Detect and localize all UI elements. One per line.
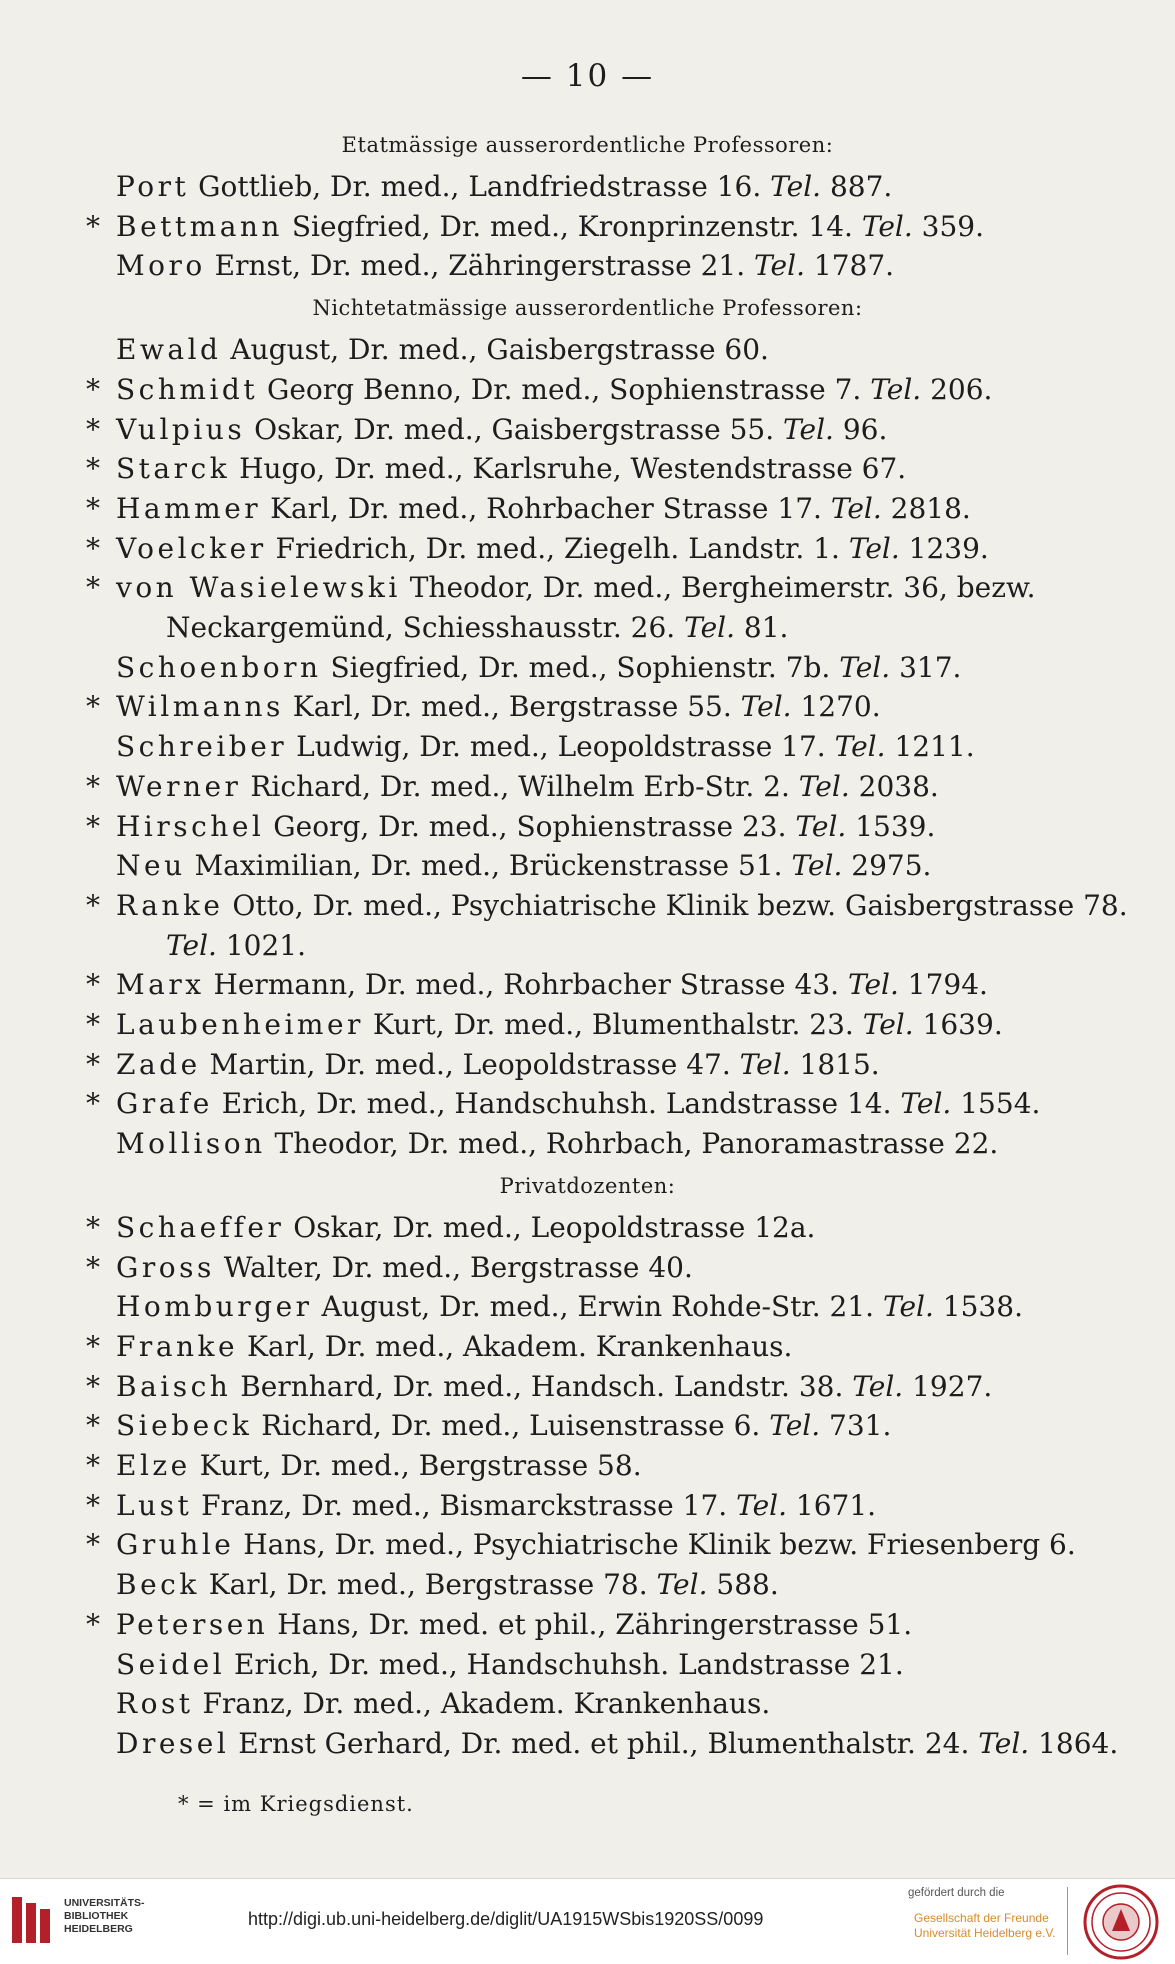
- tel-number: 1021.: [216, 928, 306, 962]
- tel-label: Tel.: [862, 1008, 914, 1041]
- entry-details: Kurt, Dr. med., Bergstrasse 58.: [190, 1449, 642, 1482]
- entry-details: Theodor, Dr. med., Rohrbach, Panoramastrasse 22.: [265, 1127, 999, 1161]
- sponsor-name-line: Universität Heidelberg e.V.: [914, 1926, 1056, 1940]
- tel-number: 206.: [921, 372, 993, 406]
- entry-details: Walter, Dr. med., Bergstrasse 40.: [214, 1250, 693, 1284]
- directory-entry: [86, 1045, 1096, 1084]
- directory-entry: [86, 1248, 1096, 1287]
- person-surname: Grafe: [116, 1087, 213, 1121]
- war-service-marker: *: [86, 1409, 100, 1443]
- library-name-line: UNIVERSITÄTS-: [64, 1897, 145, 1909]
- directory-entry: [86, 330, 1096, 369]
- person-surname: Wilmanns: [116, 690, 284, 724]
- directory-entry: [86, 246, 1096, 285]
- entry-details: Erich, Dr. med., Handschuhsh. Landstrasse 14.: [212, 1087, 901, 1121]
- entry-details: Hans, Dr. med. et phil., Zähringerstrasse 51.: [268, 1607, 913, 1641]
- directory-entry: [86, 648, 1096, 687]
- war-service-marker: *: [86, 1087, 100, 1121]
- tel-label: Tel.: [978, 1726, 1030, 1760]
- person-surname: Lust: [116, 1488, 193, 1522]
- war-service-marker: *: [86, 1047, 100, 1081]
- entry-details: Friedrich, Dr. med., Ziegelh. Landstr. 1.: [266, 531, 849, 565]
- entry-details: Neckargemünd, Schiesshausstr. 26.: [166, 611, 685, 644]
- directory-entry: [86, 529, 1096, 568]
- library-name: [64, 1897, 145, 1936]
- directory-entry: [86, 207, 1096, 246]
- person-surname: Petersen: [116, 1607, 269, 1641]
- person-surname: Franke: [116, 1329, 239, 1363]
- war-service-marker: *: [86, 571, 100, 605]
- tel-number: 2818.: [881, 491, 971, 525]
- entry-continuation: [166, 926, 1175, 965]
- person-surname: Zade: [116, 1047, 201, 1081]
- war-service-marker: *: [86, 809, 100, 843]
- entry-details: Karl, Dr. med., Rohrbacher Strasse 17.: [261, 491, 831, 525]
- directory-entry: [86, 846, 1096, 885]
- entry-details: Martin, Dr. med., Leopoldstrasse 47.: [200, 1047, 740, 1081]
- tel-label: Tel.: [166, 928, 217, 962]
- war-service-marker: *: [86, 452, 100, 486]
- person-surname: Bettmann: [116, 209, 283, 243]
- entry-continuation: [166, 608, 1175, 647]
- tel-label: Tel.: [754, 249, 805, 283]
- tel-label: Tel.: [783, 412, 834, 446]
- directory-entry: [86, 1208, 1096, 1247]
- person-surname: Gruhle: [116, 1528, 235, 1562]
- tel-label: Tel.: [852, 1369, 904, 1403]
- directory-entry: [86, 965, 1096, 1004]
- directory-entry: [86, 1005, 1096, 1044]
- war-service-marker: *: [86, 491, 100, 525]
- directory-entry: [86, 1406, 1096, 1445]
- directory-entry: [86, 1124, 1096, 1163]
- person-surname: Port: [116, 170, 190, 203]
- tel-label: Tel.: [834, 730, 886, 764]
- directory-entry: [86, 1605, 1096, 1644]
- tel-number: 359.: [912, 209, 984, 243]
- directory-entry: [86, 1327, 1096, 1366]
- person-surname: von Wasielewski: [116, 571, 401, 605]
- entry-details: August, Dr. med., Erwin Rohde-Str. 21.: [312, 1290, 883, 1324]
- sponsor-label: gefördert durch die: [908, 1887, 1005, 1899]
- directory-entry: [86, 370, 1096, 409]
- tel-label: Tel.: [882, 1290, 934, 1324]
- tel-number: 887.: [821, 170, 893, 203]
- tel-label: Tel.: [870, 372, 922, 406]
- entry-details: Kurt, Dr. med., Blumenthalstr. 23.: [363, 1008, 863, 1041]
- war-service-marker: *: [86, 1250, 100, 1284]
- entry-details: Theodor, Dr. med., Bergheimerstr. 36, bezw.: [400, 571, 1036, 605]
- tel-label: Tel.: [656, 1568, 708, 1602]
- tel-label: Tel.: [861, 209, 913, 243]
- section-heading: Etatmässige ausserordentliche Professoren:: [341, 133, 834, 157]
- war-service-marker: *: [86, 531, 100, 565]
- tel-number: 588.: [707, 1568, 779, 1602]
- person-surname: Ranke: [116, 888, 224, 922]
- directory-entry: [86, 1446, 1096, 1485]
- section-heading: Nichtetatmässige ausserordentliche Professoren:: [312, 296, 863, 321]
- tel-label: Tel.: [830, 491, 882, 525]
- tel-number: 1927.: [903, 1369, 993, 1403]
- war-service-marker: *: [86, 1008, 100, 1041]
- directory-entry: [86, 410, 1096, 449]
- entry-details: Franz, Dr. med., Bismarckstrasse 17.: [192, 1488, 737, 1522]
- directory-entry: [86, 1645, 1096, 1684]
- directory-entry: [86, 1084, 1096, 1123]
- person-surname: Rost: [116, 1687, 194, 1721]
- tel-label: Tel.: [736, 1488, 787, 1522]
- person-surname: Schmidt: [116, 372, 259, 406]
- tel-number: 317.: [890, 650, 962, 684]
- entry-details: Hugo, Dr. med., Karlsruhe, Westendstrasse 67.: [230, 452, 907, 486]
- directory-entry: [86, 727, 1096, 766]
- person-surname: Moro: [116, 249, 206, 283]
- person-surname: Voelcker: [116, 531, 267, 565]
- person-surname: Baisch: [116, 1369, 232, 1403]
- tel-number: 1270.: [791, 690, 881, 724]
- entry-details: Richard, Dr. med., Luisenstrasse 6.: [252, 1409, 770, 1443]
- person-surname: Hammer: [116, 491, 262, 525]
- entry-details: Oskar, Dr. med., Leopoldstrasse 12a.: [284, 1210, 816, 1244]
- person-surname: Marx: [116, 968, 205, 1002]
- tel-number: 1211.: [885, 730, 975, 764]
- tel-label: Tel.: [798, 769, 850, 803]
- entry-details: Erich, Dr. med., Handschuhsh. Landstrasse 21.: [225, 1647, 904, 1681]
- person-surname: Werner: [116, 769, 242, 803]
- entry-details: Bernhard, Dr. med., Handsch. Landstr. 38.: [231, 1369, 853, 1403]
- entry-details: Ernst, Dr. med., Zähringerstrasse 21.: [205, 249, 755, 283]
- directory-entry: [86, 1724, 1119, 1763]
- entry-details: Karl, Dr. med., Bergstrasse 55.: [283, 690, 741, 724]
- war-service-marker: *: [86, 888, 100, 922]
- tel-label: Tel.: [839, 650, 891, 684]
- person-surname: Dresel: [116, 1726, 230, 1760]
- tel-label: Tel.: [739, 1047, 791, 1081]
- war-service-marker: *: [86, 1329, 100, 1363]
- directory-entry: [86, 886, 1128, 925]
- sponsor-name-line: Gesellschaft der Freunde: [914, 1911, 1049, 1925]
- directory-entry: [86, 1525, 1096, 1564]
- tel-number: 2975.: [842, 849, 932, 883]
- tel-number: 1864.: [1029, 1726, 1119, 1760]
- tel-label: Tel.: [795, 809, 847, 843]
- person-surname: Homburger: [116, 1290, 313, 1324]
- entry-details: Hermann, Dr. med., Rohrbacher Strasse 43.: [204, 968, 848, 1002]
- entry-details: Gottlieb, Dr. med., Landfriedstrasse 16.: [189, 170, 771, 203]
- tel-number: 1815.: [790, 1047, 880, 1081]
- tel-label: Tel.: [740, 690, 792, 724]
- library-name-line: BIBLIOTHEK: [64, 1910, 129, 1922]
- entry-details: Franz, Dr. med., Akadem. Krankenhaus.: [193, 1687, 771, 1721]
- tel-label: Tel.: [791, 849, 843, 883]
- person-surname: Mollison: [116, 1127, 266, 1161]
- tel-number: 1539.: [846, 809, 936, 843]
- person-surname: Seidel: [116, 1647, 226, 1681]
- directory-entry: [86, 489, 1096, 528]
- directory-entry: [86, 1367, 1096, 1406]
- entry-details: Oskar, Dr. med., Gaisbergstrasse 55.: [245, 412, 784, 446]
- directory-entry: [86, 767, 1096, 806]
- tel-number: 1787.: [804, 249, 895, 283]
- war-service-marker: *: [86, 412, 100, 446]
- war-service-marker: *: [86, 1607, 100, 1641]
- war-service-marker: *: [86, 1449, 100, 1482]
- entry-details: Maximilian, Dr. med., Brückenstrasse 51.: [185, 849, 792, 883]
- entry-details: Siegfried, Dr. med., Kronprinzenstr. 14.: [282, 209, 862, 243]
- sponsor-divider: [1067, 1887, 1068, 1955]
- tel-label: Tel.: [769, 1409, 821, 1443]
- entry-details: Ludwig, Dr. med., Leopoldstrasse 17.: [287, 730, 835, 764]
- entry-details: Karl, Dr. med., Bergstrasse 78.: [199, 1568, 657, 1602]
- person-surname: Schaeffer: [116, 1210, 285, 1244]
- person-surname: Laubenheimer: [116, 1008, 364, 1041]
- person-surname: Ewald: [116, 333, 222, 367]
- war-service-marker: *: [86, 968, 100, 1002]
- tel-number: 1538.: [933, 1290, 1023, 1324]
- page-number: — 10 —: [520, 58, 655, 94]
- directory-entry: [86, 807, 1096, 846]
- tel-number: 1554.: [951, 1087, 1041, 1121]
- directory-entry: [86, 1565, 1096, 1604]
- entry-details: Ernst Gerhard, Dr. med. et phil., Blumenthalstr. 24.: [229, 1726, 979, 1760]
- entry-details: Otto, Dr. med., Psychiatrische Klinik bezw. Gaisbergstrasse 78.: [223, 888, 1128, 922]
- person-surname: Schoenborn: [116, 650, 322, 684]
- tel-number: 1671.: [787, 1488, 877, 1522]
- war-service-marker: *: [86, 769, 100, 803]
- person-surname: Gross: [116, 1250, 215, 1284]
- entry-details: Richard, Dr. med., Wilhelm Erb-Str. 2.: [241, 769, 799, 803]
- directory-entry: [86, 687, 1096, 726]
- tel-label: Tel.: [900, 1087, 952, 1121]
- war-service-marker: *: [86, 1210, 100, 1244]
- directory-entry: [86, 449, 1096, 488]
- war-service-marker: *: [86, 1488, 100, 1522]
- directory-entry: [86, 568, 1096, 607]
- book-stack-icon: [10, 1893, 54, 1947]
- library-name-line: HEIDELBERG: [64, 1923, 133, 1935]
- entry-details: Georg Benno, Dr. med., Sophienstrasse 7.: [258, 372, 871, 406]
- tel-number: 96.: [833, 412, 888, 446]
- entry-details: August, Dr. med., Gaisbergstrasse 60.: [221, 333, 769, 367]
- person-surname: Starck: [116, 452, 231, 486]
- permalink-url[interactable]: http://digi.ub.uni-heidelberg.de/diglit/UA1915WSbis1920SS/0099: [248, 1909, 764, 1929]
- person-surname: Siebeck: [116, 1409, 253, 1443]
- entry-details: Georg, Dr. med., Sophienstrasse 23.: [264, 809, 796, 843]
- directory-entry: [86, 1486, 1096, 1525]
- directory-entry: [86, 167, 1096, 206]
- tel-number: 1794.: [898, 968, 988, 1002]
- entry-details: Siegfried, Dr. med., Sophienstr. 7b.: [321, 650, 840, 684]
- tel-label: Tel.: [847, 968, 899, 1002]
- tel-number: 731.: [820, 1409, 892, 1443]
- sponsor-name: [914, 1911, 1056, 1941]
- directory-entry: [86, 1287, 1096, 1326]
- tel-number: 2038.: [849, 769, 939, 803]
- tel-label: Tel.: [770, 170, 822, 203]
- tel-label: Tel.: [848, 531, 900, 565]
- tel-number: 81.: [735, 611, 789, 644]
- tel-label: Tel.: [684, 611, 736, 644]
- person-surname: Vulpius: [116, 412, 246, 446]
- footnote: * = im Kriegsdienst.: [178, 1792, 414, 1816]
- entry-details: Hans, Dr. med., Psychiatrische Klinik bezw. Friesenberg 6.: [234, 1528, 1076, 1562]
- tel-number: 1239.: [899, 531, 989, 565]
- directory-entry: [86, 1684, 1096, 1723]
- person-surname: Elze: [116, 1449, 191, 1482]
- war-service-marker: *: [86, 209, 100, 243]
- university-seal-icon: [1082, 1883, 1160, 1961]
- tel-number: 1639.: [913, 1008, 1003, 1041]
- person-surname: Neu: [116, 849, 186, 883]
- person-surname: Beck: [116, 1568, 200, 1602]
- digitization-footer: [0, 1878, 1175, 1964]
- entry-details: Karl, Dr. med., Akadem. Krankenhaus.: [238, 1329, 793, 1363]
- war-service-marker: *: [86, 372, 100, 406]
- person-surname: Hirschel: [116, 809, 265, 843]
- war-service-marker: *: [86, 690, 100, 724]
- war-service-marker: *: [86, 1528, 100, 1562]
- person-surname: Schreiber: [116, 730, 288, 764]
- war-service-marker: *: [86, 1369, 100, 1403]
- section-heading: Privatdozenten:: [499, 1173, 676, 1198]
